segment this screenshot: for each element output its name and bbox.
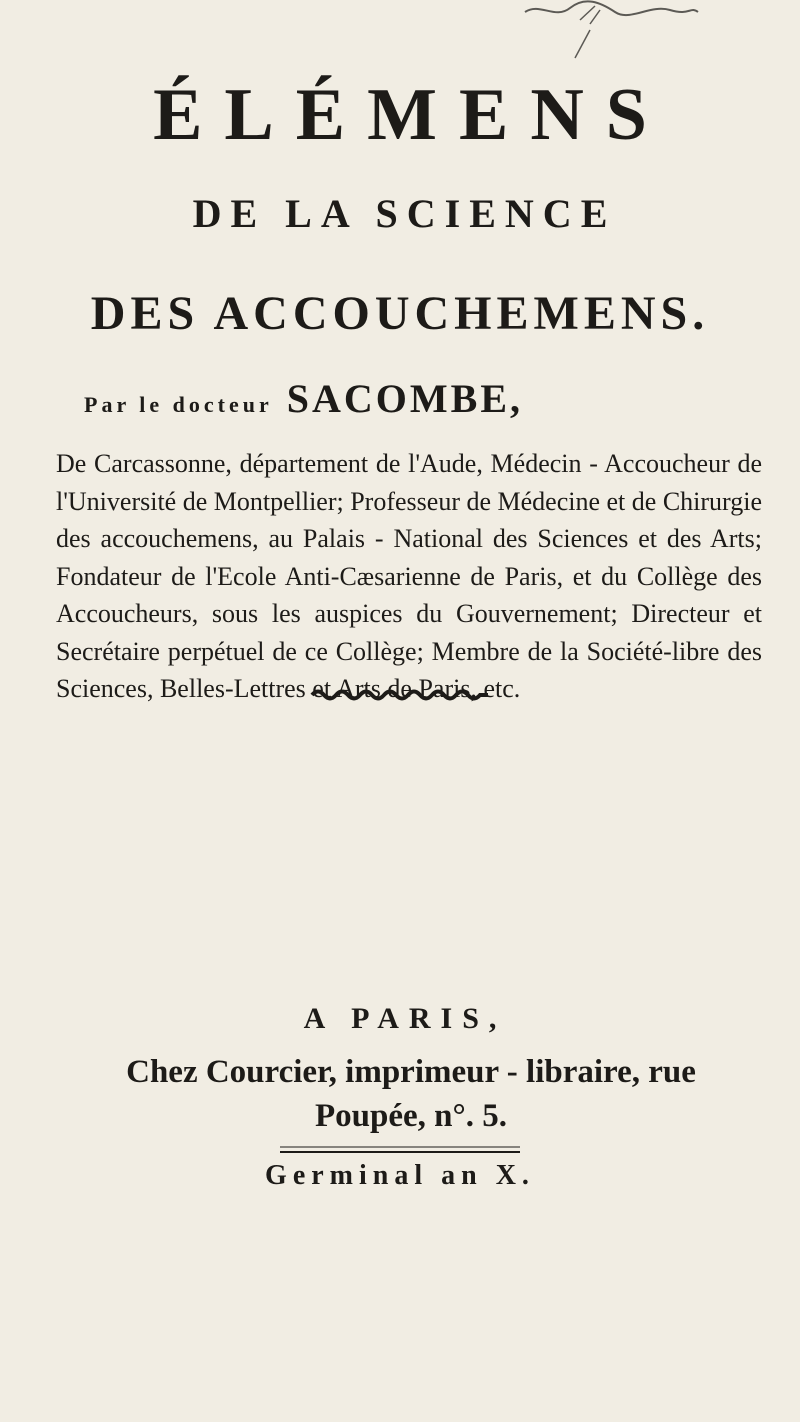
book-title: ÉLÉMENS xyxy=(153,74,669,156)
handwritten-signature xyxy=(520,0,700,60)
book-subtitle-line-1: DE LA SCIENCE xyxy=(192,191,617,236)
printer-imprint xyxy=(56,1050,766,1138)
author-prefix: Par le docteur xyxy=(84,392,273,417)
author-name: SACOMBE, xyxy=(286,376,524,421)
printer-line-2: Poupée, n°. 5. xyxy=(315,1098,507,1134)
printer-line-1: Chez Courcier, imprimeur - libraire, rue xyxy=(126,1054,696,1090)
author-line xyxy=(84,375,523,422)
book-subtitle-line-2: DES ACCOUCHEMENS. xyxy=(90,287,710,340)
publication-place: A PARIS, xyxy=(303,1002,507,1035)
double-rule xyxy=(280,1145,520,1155)
publication-date: Germinal an X. xyxy=(265,1160,535,1191)
ornament-divider xyxy=(310,686,490,704)
author-description: De Carcassonne, département de l'Aude, Médecin - Accoucheur de l'Université de Montpellier; Professeur de Médecine et de Chirurgie des accouchemens, au Palais - National des Sciences et des Arts; Fondateur de l'Ecole Anti-Cæsarienne de Paris, et du Collège des Accoucheurs, sous les auspices du Gouvernement; Directeur et Secrétaire perpétuel de ce Collège; Membre de la Société-libre des Sciences, Belles-Lettres et Arts de Paris, etc. xyxy=(56,449,762,703)
